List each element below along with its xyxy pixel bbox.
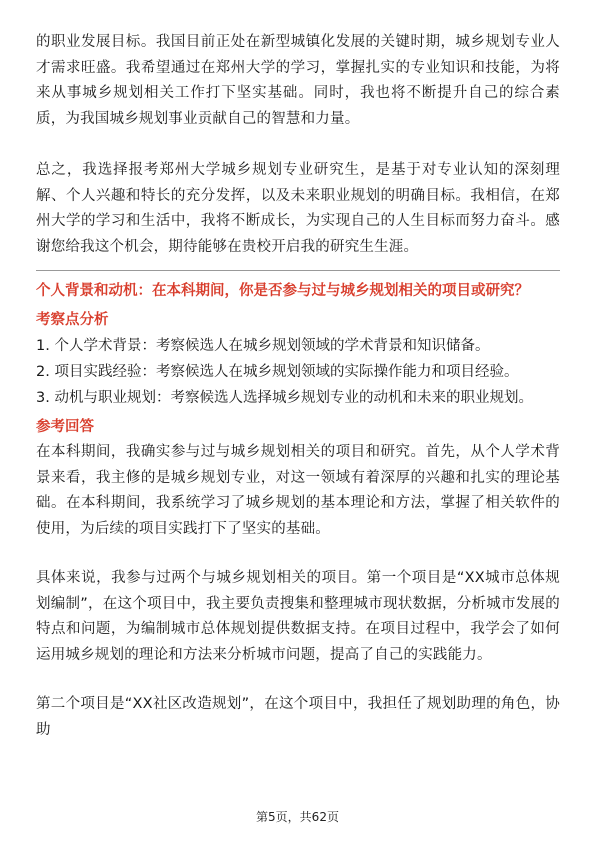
answer-paragraph-1: 在本科期间，我确实参与过与城乡规划相关的项目和研究。首先，从个人学术背景来看，我主修的是城乡规划专业，对这一领域有着深厚的兴趣和扎实的理论基础。在本科期间，我系统学习了城乡规划的基本理论和方法，掌握了相关软件的使用，为后续的项目实践打下了坚实的基础。 [36,444,560,537]
intro-paragraph-1: 的职业发展目标。我国目前正处在新型城镇化发展的关键时期，城乡规划专业人才需求旺盛。我希望通过在郑州大学的学习，掌握扎实的专业知识和技能，为将来从事城乡规划相关工作打下坚实基础。同时，我也将不断提升自己的综合素质，为我国城乡规划事业贡献自己的智慧和力量。 [36,34,560,127]
document-page [36,30,560,743]
analysis-item-3: 3. 动机与职业规划：考察候选人选择城乡规划专业的动机和未来的职业规划。 [36,390,533,406]
question-heading: 个人背景和动机：在本科期间，你是否参与过与城乡规划相关的项目或研究？ [36,283,529,299]
answer-title: 参考回答 [36,419,94,435]
answer-paragraph-2: 具体来说，我参与过两个与城乡规划相关的项目。第一个项目是“XX城市总体规划编制”，在这个项目中，我主要负责搜集和整理城市现状数据，分析城市发展的特点和问题，为编制城市总体规划提供数据支持。在项目过程中，我学会了如何运用城乡规划的理论和方法来分析城市问题，提高了自己的实践能力。 [36,570,560,663]
page-footer: 第5页，共62页 [256,810,339,824]
analysis-item-2: 2. 项目实践经验：考察候选人在城乡规划领域的实际操作能力和项目经验。 [36,364,519,380]
analysis-title: 考察点分析 [36,312,109,328]
answer-paragraph-3: 第二个项目是“XX社区改造规划”，在这个项目中，我担任了规划助理的角色，协助 [36,696,560,738]
analysis-item-1: 1. 个人学术背景：考察候选人在城乡规划领域的学术背景和知识储备。 [36,338,490,354]
intro-paragraph-2: 总之，我选择报考郑州大学城乡规划专业研究生，是基于对专业认知的深刻理解、个人兴趣和特长的充分发挥，以及未来职业规划的明确目标。我相信，在郑州大学的学习和生活中，我将不断成长，为实现自己的人生目标而努力奋斗。感谢您给我这个机会，期待能够在贵校开启我的研究生生涯。 [36,162,560,255]
section-divider [36,270,560,271]
